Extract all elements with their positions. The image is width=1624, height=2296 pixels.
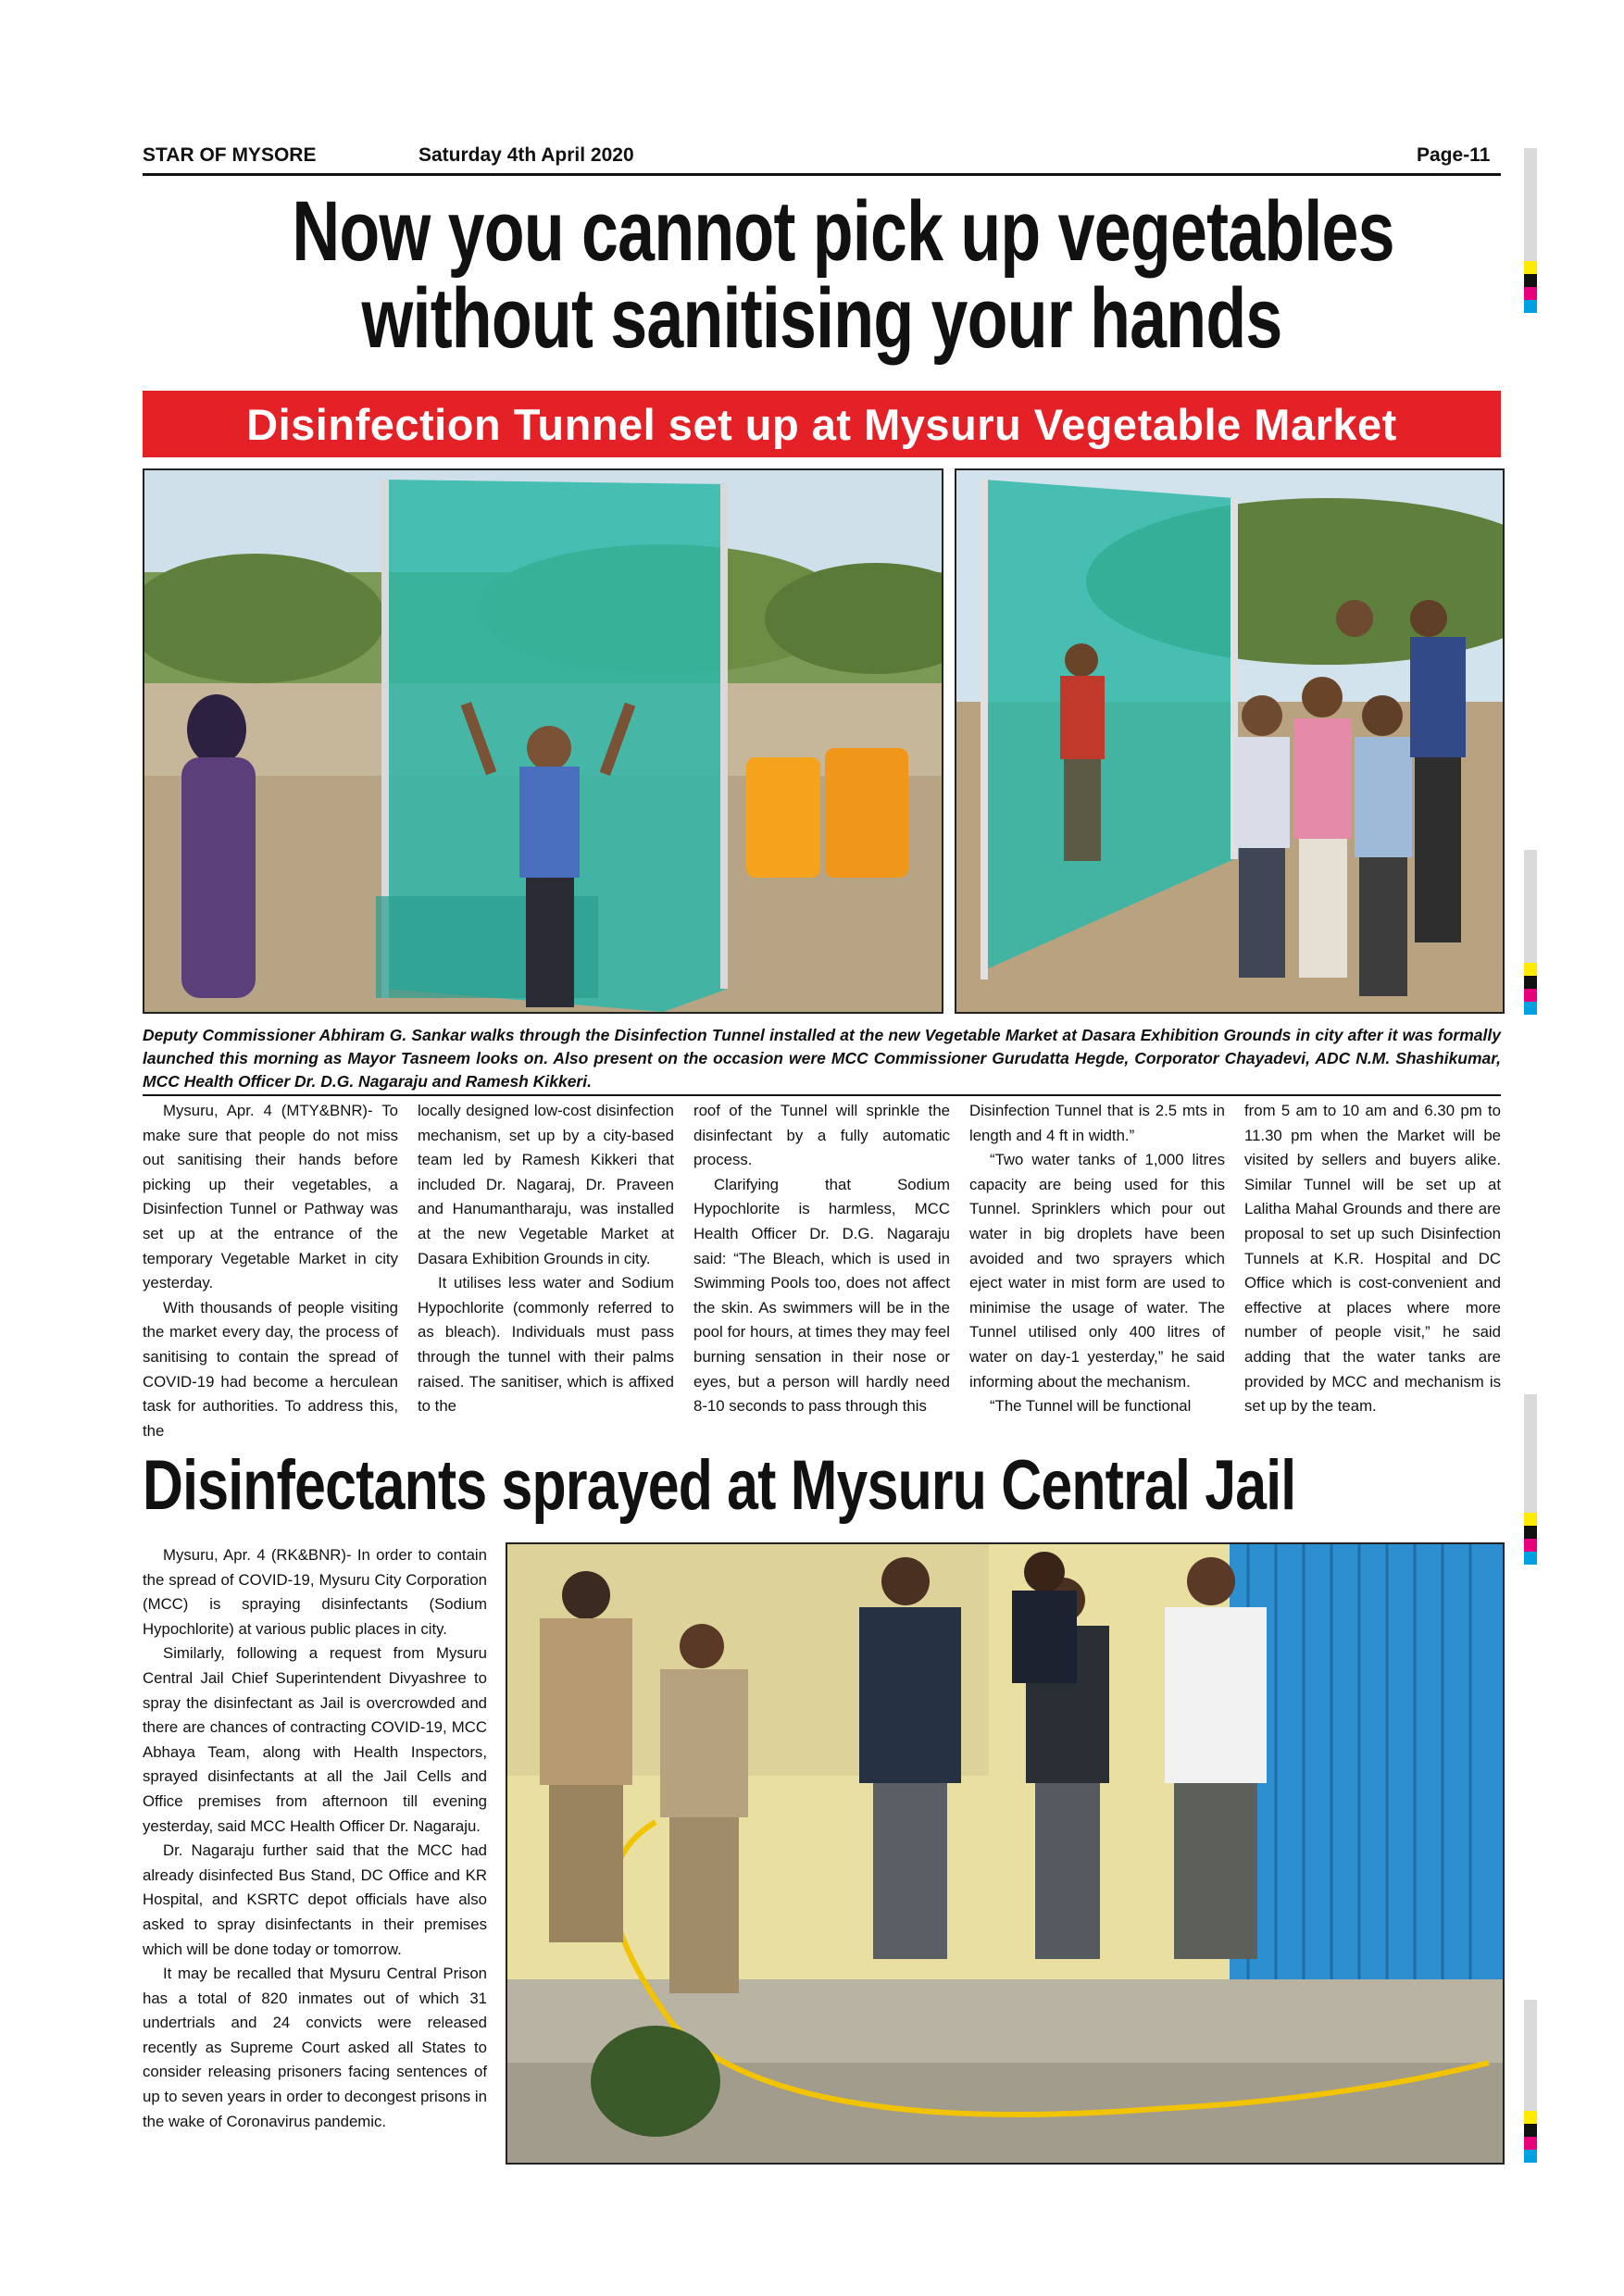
registration-strip-lower xyxy=(1524,1394,1537,1565)
story1-col2-para: locally designed low-cost disinfection mechanism, set up by a city-based team led by Ramesh Kikkeri that included Dr. Nagaraj, Dr. Praveen and Hanumantharaju, was installed at the new Vegetable Market at Dasara Exhibition Grounds in city. xyxy=(418,1102,674,1267)
story2-para: Dr. Nagaraju further said that the MCC had already disinfected Bus Stand, DC Office and KR Hospital, and KSRTC depot officials have also asked to spray disinfectants in their premises which will be done today or tomorrow. xyxy=(143,1841,487,1958)
story1-col4-para: “Two water tanks of 1,000 litres capacity are being used for this Tunnel. Sprinklers which pour out water in big droplets have been avoided and two sprayers which eject water in mist form are used to minimise the usage of water. The Tunnel utilised only 400 litres of water on day-1 yesterday,” he said informing about the mechanism. xyxy=(969,1151,1225,1391)
photo-officials-beside-tunnel xyxy=(955,468,1505,1014)
caption-rule xyxy=(143,1094,1501,1096)
subheadline-band: Disinfection Tunnel set up at Mysuru Vegetable Market xyxy=(143,391,1501,457)
header-rule xyxy=(143,173,1501,176)
photo-caption: Deputy Commissioner Abhiram G. Sankar walks through the Disinfection Tunnel installed at the new Vegetable Market at Dasara Exhibition Grounds in city after it was formally launched this morning as Mayor Tasneem looks on. Also present on the occasion were MCC Commissioner Gurudatta Hegde, Corporator Chayadevi, ADC N.M. Shashikumar, MCC Health Officer Dr. D.G. Nagaraju and Ramesh Kikkeri. xyxy=(143,1026,1501,1091)
story1-col1-para: Mysuru, Apr. 4 (MTY&BNR)- To make sure that people do not miss out sanitising their hands before picking up their vegetables, a Disinfection Tunnel or Pathway was set up at the entrance of the temporary Vegetable Market in city yesterday. xyxy=(143,1102,398,1292)
registration-strip-top xyxy=(1524,148,1537,313)
story1-col1-para: With thousands of people visiting the market every day, the process of sanitising to contain the spread of COVID-19 had become a herculean task for authorities. To address this, the xyxy=(143,1298,398,1440)
story2-para: Mysuru, Apr. 4 (RK&BNR)- In order to contain the spread of COVID-19, Mysuru City Corporation (MCC) is spraying disinfectants (Sodium Hypochlorite) at various public places in city. xyxy=(143,1546,487,1638)
photo-jail-disinfection xyxy=(506,1542,1505,2165)
story2-para: Similarly, following a request from Mysuru Central Jail Chief Superintendent Divyashree to spray the disinfectant as Jail is overcrowded and there are chances of contracting COVID-19, MCC Abhaya Team, along with Health Inspectors, sprayed disinfectants at all the Jail Cells and Office premises from afternoon till evening yesterday, said MCC Health Officer Dr. Nagaraju. xyxy=(143,1644,487,1835)
story1-col3-para: roof of the Tunnel will sprinkle the disinfectant by a fully automatic process. xyxy=(693,1102,950,1169)
masthead-name: STAR OF MYSORE xyxy=(143,144,317,166)
story1-col4-para: Disinfection Tunnel that is 2.5 mts in length and 4 ft in width.” xyxy=(969,1102,1225,1144)
story1-col2-para: It utilises less water and Sodium Hypochlorite (commonly referred to as bleach). Individuals must pass through the tunnel with their palms raised. The sanitiser, which is affixed to the xyxy=(418,1274,674,1416)
story1-column-3 xyxy=(693,1099,950,1419)
story2-para: It may be recalled that Mysuru Central Prison has a total of 820 inmates out of which 31 undertrials and 24 convicts were released recently as Supreme Court asked all States to consider releasing prisoners facing sentences of up to seven years in order to decongest prisons in the wake of Coronavirus pandemic. xyxy=(143,1965,487,2130)
story1-column-2 xyxy=(418,1099,674,1419)
story1-column-5 xyxy=(1244,1099,1501,1419)
headline-line-2: without sanitising your hands xyxy=(361,271,1282,366)
story1-col4-para: “The Tunnel will be functional xyxy=(990,1397,1192,1416)
story1-column-4 xyxy=(969,1099,1225,1419)
registration-strip-mid xyxy=(1524,850,1537,1015)
story1-col5-para: from 5 am to 10 am and 6.30 pm to 11.30 pm when the Market will be visited by sellers and buyers alike. Similar Tunnel will be set up at Lalitha Mahal Grounds and there are proposal to set up such Disinfection Tunnels at K.R. Hospital and DC Office which is cost-convenient and effective at places where more number of people visit,” he said adding that the water tanks are provided by MCC and mechanism is set up by the team. xyxy=(1244,1102,1501,1416)
registration-strip-bottom xyxy=(1524,2000,1537,2163)
story2-body xyxy=(143,1543,487,2134)
page-number: Page-11 xyxy=(1417,144,1491,166)
story1-column-1 xyxy=(143,1099,398,1443)
issue-date: Saturday 4th April 2020 xyxy=(418,144,634,166)
photo-dc-walking-through-tunnel xyxy=(143,468,943,1014)
headline-line-1: Now you cannot pick up vegetables xyxy=(292,184,1394,279)
story2-headline: Disinfectants sprayed at Mysuru Central Jail xyxy=(143,1446,1296,1525)
story1-col3-para: Clarifying that Sodium Hypochlorite is harmless, MCC Health Officer Dr. D.G. Nagaraju said: “The Bleach, which is used in Swimming Pools too, does not affect the skin. As swimmers will be in the pool for hours, at times they may feel burning sensation in their nose or eyes, but a person will hardly need 8-10 seconds to pass through this xyxy=(693,1175,950,1416)
